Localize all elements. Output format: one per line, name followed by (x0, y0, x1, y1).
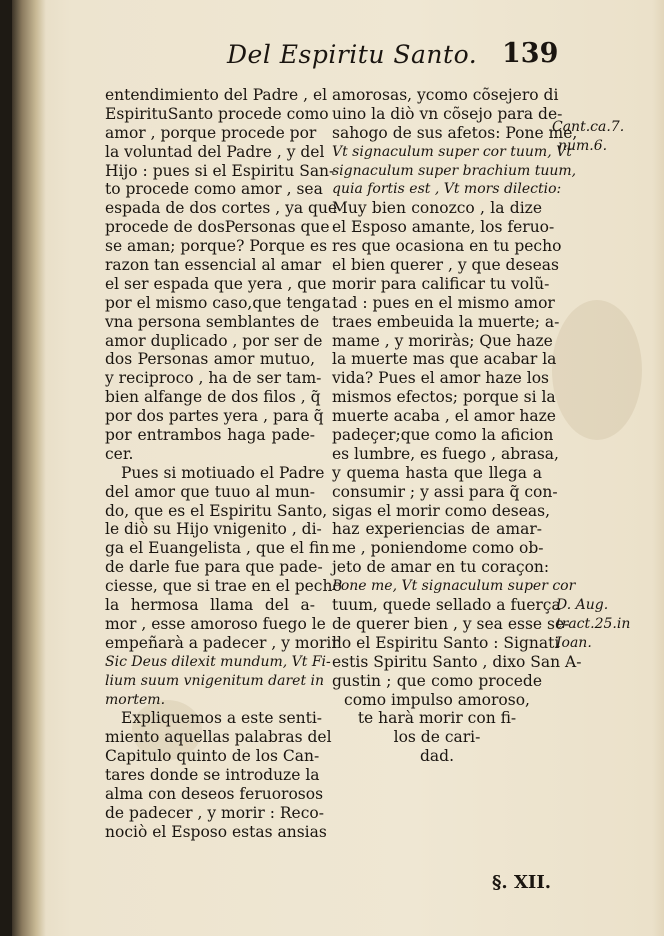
text-line: del amor que tuuo al mun- (105, 482, 315, 501)
text-line: mortem. (105, 691, 166, 708)
running-title: Del Espiritu Santo. (227, 40, 478, 69)
text-line: uino la diò vn cõsejo para de- (332, 104, 563, 123)
text-line: entendimiento del Padre , el (105, 86, 328, 104)
text-line: jeto de amar en tu coraçon: (332, 558, 550, 577)
margin-note-aug (556, 596, 630, 653)
text-line: alma con deseos feruorosos (105, 784, 324, 803)
text-line: amorosas, ycomo cõsejero di (332, 86, 559, 104)
margin-note-line: D. Aug. (556, 597, 609, 613)
text-line: consumir ; y assi para q̃ con- (332, 482, 558, 501)
text-line: la hermosa llama del a- (105, 596, 315, 615)
page-number: 139 (502, 38, 559, 69)
text-line: signaculum super brachium tuum, (332, 162, 577, 179)
text-line: le diò su Hijo vnigenito , di- (105, 520, 322, 539)
text-line: traes embeuida la muerte; a- (332, 312, 560, 331)
text-line: sahogo de sus afetos: Pone me, (332, 123, 578, 142)
margin-note-line: num.6. (558, 137, 608, 154)
text-line: de padecer , y morir : Reco- (105, 803, 324, 822)
text-line: Sic Deus dilexit mundum, Vt Fi- (105, 653, 331, 670)
text-line: tares donde se introduze la (105, 766, 320, 785)
text-line: los de cari- (393, 728, 481, 747)
text-line: procede de dosPersonas que (105, 218, 330, 237)
text-line: EspirituSanto procede como (105, 104, 329, 123)
text-line: se aman; porque? Porque es (105, 237, 328, 256)
text-line: me , poniendome como ob- (332, 539, 544, 558)
left-text-column (105, 86, 342, 842)
text-line: es lumbre, es fuego , abrasa, (332, 444, 559, 463)
text-line: dos Personas amor mutuo, (105, 350, 315, 369)
text-line: como impulso amoroso, (344, 690, 530, 709)
text-line: la voluntad del Padre , y del (105, 142, 325, 161)
margin-note-line: Ioan. (556, 634, 592, 651)
margin-note-line: tract.25.in (556, 615, 631, 632)
text-line: muerte acaba , el amor haze (332, 407, 556, 426)
text-line: nociò el Esposo estas ansias (105, 822, 327, 841)
text-line: Muy bien conozco , la dize (332, 199, 542, 218)
text-line: el bien querer , y que deseas (332, 256, 559, 275)
text-line: ciesse, que si trae en el pecho (105, 577, 342, 596)
text-line: cer. (105, 444, 134, 463)
text-line: Hijo : pues si el Espiritu San- (105, 161, 335, 180)
text-line: espada de dos cortes , ya que (105, 199, 338, 218)
text-line: dad. (419, 747, 454, 766)
text-line: por dos partes yera , para q̃ (105, 407, 324, 426)
text-line: de darle fue para que pade- (105, 558, 323, 577)
text-line: to procede como amor , sea (105, 180, 323, 199)
section-mark: §. XII. (492, 872, 552, 893)
text-line: de querer bien , y sea esse se- (332, 614, 570, 633)
binding-gutter (12, 0, 46, 936)
paper-stain (552, 300, 642, 440)
text-line: por entrambos haga pade- (105, 426, 315, 445)
text-line: bien alfange de dos filos , q̃ (105, 388, 321, 407)
text-line: te harà morir con fi- (357, 709, 517, 728)
text-line: razon tan essencial al amar (105, 256, 322, 275)
text-line: por el mismo caso,que tenga (105, 293, 331, 312)
text-line: llo el Espiritu Santo : Signati (332, 633, 560, 652)
text-line: morir para calificar tu volũ- (332, 274, 550, 293)
text-line: lium suum vnigenitum daret in (105, 672, 325, 689)
text-line: el Esposo amante, los feruo- (332, 218, 555, 237)
text-line: Pone me, Vt signaculum super cor (332, 578, 576, 595)
text-line: res que ocasiona en tu pecho (332, 237, 562, 256)
text-line: miento aquellas palabras del (105, 728, 332, 747)
text-line: vida? Pues el amor haze los (332, 369, 549, 388)
text-line: y quema hasta que llega a (332, 463, 542, 482)
text-line: y reciproco , ha de ser tam- (105, 369, 322, 388)
text-line: gustin ; que como procede (332, 671, 542, 690)
text-line: tad : pues en el mismo amor (332, 293, 555, 312)
margin-note-line: Cant.ca.7. (552, 119, 625, 135)
text-line: vna persona semblantes de (105, 312, 320, 331)
text-line: Vt signaculum super cor tuum, Vt (332, 143, 572, 160)
text-line: estis Spiritu Santo , dixo San A- (332, 652, 582, 671)
text-line: tuum, quede sellado a fuerça (332, 596, 561, 615)
text-line: Expliquemos a este senti- (121, 709, 323, 728)
text-line: amor duplicado , por ser de (105, 331, 323, 350)
text-line: mismos efectos; porque si la (332, 388, 556, 407)
text-line: do, que es el Espiritu Santo, (105, 501, 328, 520)
text-line: el ser espada que yera , que (105, 274, 327, 293)
text-line: padeçer;que como la aficion (332, 426, 554, 445)
text-line: ga el Euangelista , que el fin (105, 539, 330, 558)
text-line: Pues si motiuado el Padre (121, 463, 325, 482)
text-line: empeñarà a padecer , y morir (105, 633, 339, 652)
text-line: la muerte mas que acabar la (332, 350, 557, 369)
text-line: sigas el morir como deseas, (332, 501, 551, 520)
margin-note-cant (552, 118, 624, 156)
text-line: haz experiencias de amar- (332, 520, 542, 539)
text-line: quia fortis est , Vt mors dilectio: (332, 181, 562, 198)
text-line: amor , porque procede por (105, 123, 317, 142)
text-line: Capitulo quinto de los Can- (105, 747, 320, 766)
text-line: mame , y moriràs; Que haze (332, 331, 553, 350)
text-line: mor , esse amoroso fuego le (105, 614, 326, 633)
book-page (12, 0, 664, 936)
